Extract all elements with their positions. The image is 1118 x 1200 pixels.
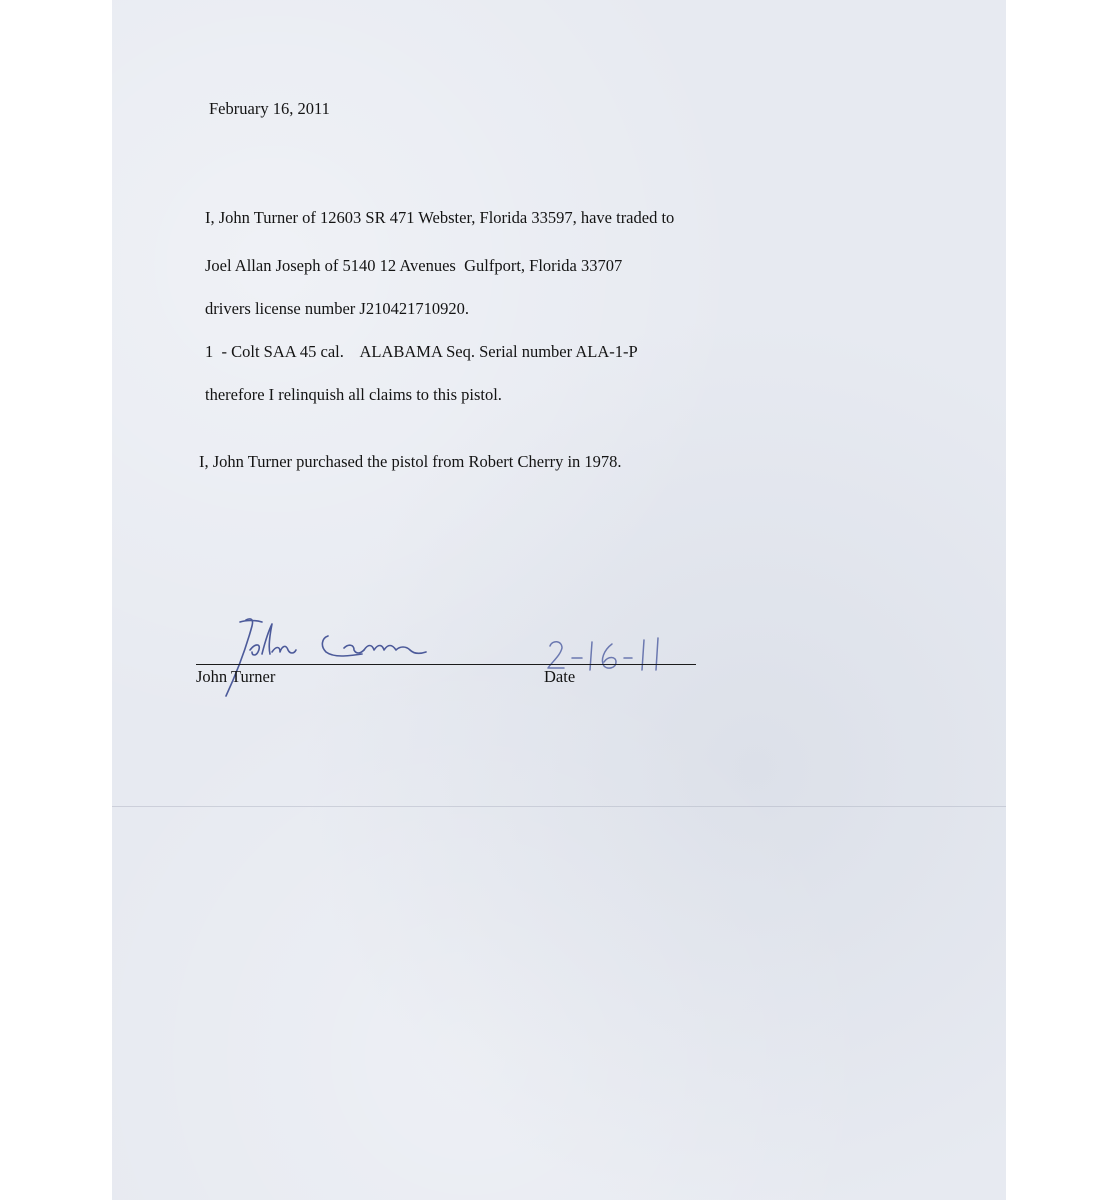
body-line-relinquish: therefore I relinquish all claims to this pistol.: [205, 385, 502, 404]
body-line-item: 1 - Colt SAA 45 cal. ALABAMA Seq. Serial number ALA-1-P: [205, 342, 638, 361]
body-line-purchase-history: I, John Turner purchased the pistol from Robert Cherry in 1978.: [199, 452, 622, 471]
handwritten-signature: [216, 598, 456, 708]
paper-fold-line: [112, 806, 1006, 807]
signature-line: [196, 664, 696, 665]
body-line-recipient: Joel Allan Joseph of 5140 12 Avenues Gulfport, Florida 33707: [205, 256, 623, 275]
body-line-license: drivers license number J210421710920.: [205, 299, 469, 318]
document-date: February 16, 2011: [209, 99, 330, 118]
body-line-trade-statement: I, John Turner of 12603 SR 471 Webster, Florida 33597, have traded to: [205, 208, 675, 227]
signature-date-label: Date: [544, 667, 576, 686]
document-page: [112, 0, 1006, 1200]
signature-name-label: John Turner: [196, 667, 276, 686]
